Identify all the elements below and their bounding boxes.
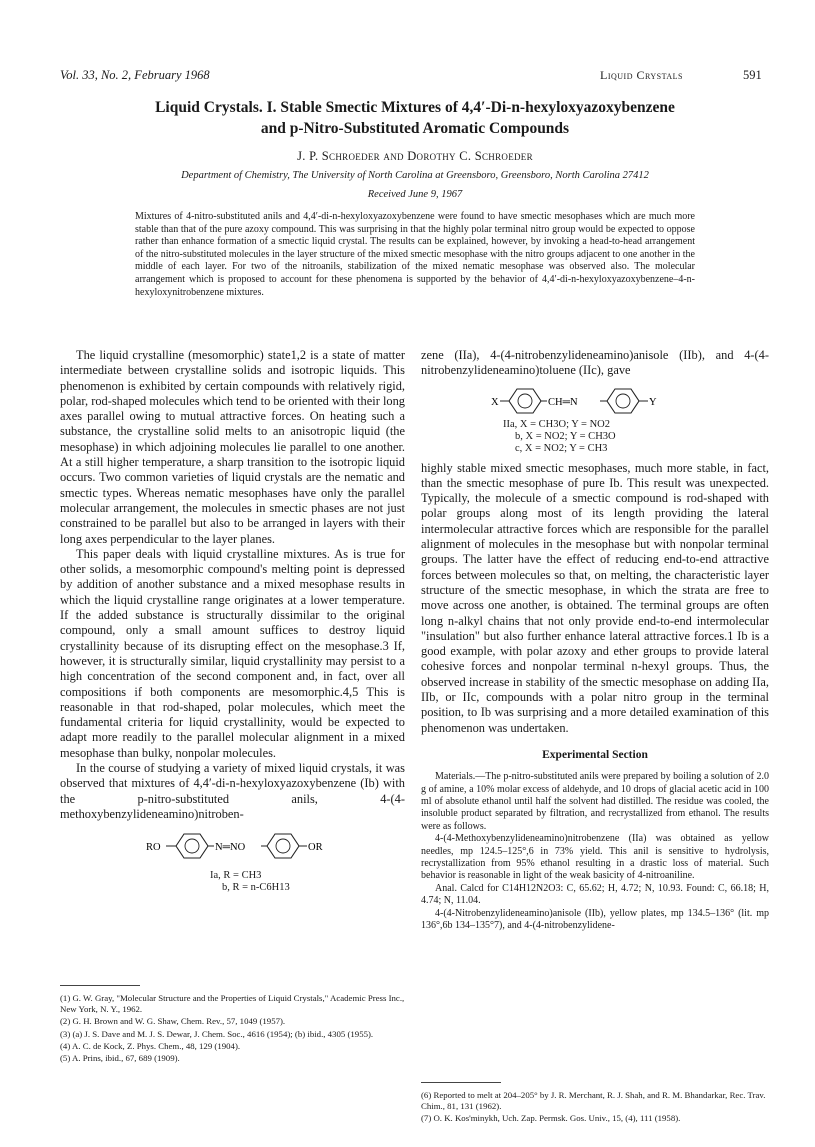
struct-I-label-b: b, R = n-C6H13: [222, 882, 290, 894]
authors: J. P. Schroeder and Dorothy C. Schroeder: [297, 149, 533, 163]
footnotes-right: [421, 1090, 769, 1126]
footnote: (2) G. H. Brown and W. G. Shaw, Chem. Rev., 57, 1049 (1957).: [60, 1016, 286, 1027]
paragraph-iia: 4-(4-Methoxybenzylideneamino)nitrobenzene (IIa) was obtained as yellow needles, mp 124.5–125°,6 in 73% yield. This anil is sensitive to hydrolysis, recrystallization from 95% ethanol resulting in a drastic loss of material. Such behavior is reasonable in light of the weak basicity of 4-nitroaniline.: [421, 833, 769, 882]
struct-II-label-b: b, X = NO2; Y = CH3O: [515, 430, 616, 442]
left-column: [60, 348, 405, 894]
struct-II-label-c: c, X = NO2; Y = CH3: [515, 442, 608, 454]
paragraph: highly stable mixed smectic mesophases, much more stable, in fact, than the smectic mesophase of pure Ib. This result was unexpected. Typically, the molecule of a smectic compound is rod-shaped with polar groups along most of its length providing the lateral intermolecular attractive forces which are responsible for the parallel alignment of molecules in the mesophase but with nonpolar terminal groups. The latter have the effect of reducing end-to-end attractive forces between molecules so that, on melting, the characteristic layer structure of the smectic mesophase, in which the strata are free to move across one another, is obtained. The terminal groups are often long n-alkyl chains that not only provide end-to-end intermolecular "insulation" but also further enhance lateral attractive forces.1 Ib is a good example, with polar azoxy and ether groups to provide lateral cohesive forces and nonpolar terminal n-hexyl groups. Thus, the observed increase in stability of the smectic mesophase on adding IIa, IIb, or IIc, compounds with a polar nitro group in the terminal position, to Ib was surprising and a more detailed examination of this phenomenon was undertaken.: [421, 460, 769, 735]
paragraph: The liquid crystalline (mesomorphic) state1,2 is a state of matter intermediate between crystalline solids and isotropic liquids. This phenomenon is exhibited by certain compounds with relatively rigid, polar, rod-shaped molecules which tend to be oriented with their long axes parallel owing to mutual attractive forces. On heating such a substance, the crystalline solid melts to an anisotropic liquid (the mesophase) in which adjoining molecules lie parallel to one another. At a still higher temperature, a sharp transition to the isotropic liquid occurs. Two common varieties of liquid crystals are the nematic and smectic types. Whereas nematic mesophases have only the parallel molecular arrangement, the molecules in smectic phases are not just constrained to be parallel but also to be arranged in layers with their long axes perpendicular to the layer planes.: [60, 348, 405, 546]
paragraph-materials: Materials.—The p-nitro-substituted anils were prepared by boiling a solution of 2.0 g of amine, a 10% molar excess of aldehyde, and 10 drops of glacial acetic acid in 100 ml of absolute ethanol until half the solvent had distilled. The residue was cooled, the insoluble product separated by filtration, and recrystallized from ethanol. The results were as follows.: [421, 771, 769, 832]
abstract: Mixtures of 4-nitro-substituted anils and 4,4′-di-n-hexyloxyazoxybenzene were found to have smectic mesophases which are much more stable than that of the pure azoxy compound. This was surprising in that the highly polar terminal nitro group would be expected to oppose rather than enhance formation of a smectic liquid crystal. The results can be explained, however, by invoking a head-to-head arrangement of the nitro-substituted molecules in the layer structure of the mixed smectic mesophase with the nitro groups adjacent to one another in the middle of each layer. For two of the nitroanils, stabilization of the mixed nematic mesophase was observed also. The molecular arrangement which is proposed to account for these phenomena is supported by the behavior of 4,4′-di-n-hexyloxyazoxybenzene–4-n-hexyloxynitrobenzene mixtures.: [135, 211, 695, 298]
benzene-ring: [267, 834, 299, 858]
title-line-1: Liquid Crystals. I. Stable Smectic Mixtures of 4,4′-Di-n-hexyloxyazoxybenzene: [155, 99, 675, 116]
paragraph: zene (IIa), 4-(4-nitrobenzylideneamino)anisole (IIb), and 4-(4-nitrobenzylideneamino)toluene (IIc), gave: [421, 348, 769, 378]
struct-label-imine: CH═N: [548, 396, 578, 408]
paper-title: [60, 97, 770, 139]
footnotes-left: [60, 993, 405, 1065]
footnote-rule: [421, 1082, 501, 1083]
anil-structure-svg: [421, 385, 769, 419]
footnote: (5) A. Prins, ibid., 67, 689 (1909).: [60, 1053, 180, 1064]
received-date: Received June 9, 1967: [367, 189, 463, 200]
footnote: (4) A. C. de Kock, Z. Phys. Chem., 48, 129 (1904).: [60, 1040, 241, 1051]
running-head-right: Liquid Crystals: [600, 68, 683, 82]
struct-label-OR: OR: [308, 842, 323, 854]
struct-label-azoxy: N═NO: [215, 842, 246, 854]
structure-diagram-I: [60, 830, 405, 894]
paragraph-anal: Anal. Calcd for C14H12N2O3: C, 65.62; H, 4.72; N, 10.93. Found: C, 66.18; H, 4.74; N, 11.04.: [421, 882, 769, 907]
running-head-left: Vol. 33, No. 2, February 1968: [60, 68, 210, 82]
footnote: (7) O. K. Kos'minykh, Uch. Zap. Permsk. Gos. Univ., 15, (4), 111 (1958).: [421, 1113, 681, 1124]
section-heading: Experimental Section: [542, 748, 648, 761]
footnote: (6) Reported to melt at 204–205° by J. R. Merchant, R. J. Shah, and R. M. Bhandarkar, Rec. Trav. Chim., 81, 131 (1962).: [421, 1090, 766, 1112]
right-column: [421, 348, 769, 933]
structure-diagram-II: [421, 385, 769, 455]
azoxy-structure-svg: [60, 830, 405, 870]
affiliation: Department of Chemistry, The University of North Carolina at Greensboro, Greensboro, North Carolina 27412: [181, 170, 649, 181]
footnote-rule: [60, 985, 140, 986]
benzene-ring: [509, 389, 541, 413]
footnote: (1) G. W. Gray, "Molecular Structure and the Properties of Liquid Crystals," Academic Press Inc., New York, N. Y., 1962.: [60, 993, 405, 1015]
struct-label-RO: RO: [146, 842, 161, 854]
struct-I-label-a: Ia, R = CH3: [210, 870, 262, 882]
struct-II-label-a: IIa, X = CH3O; Y = NO2: [503, 418, 611, 430]
benzene-ring: [607, 389, 639, 413]
footnote: (3) (a) J. S. Dave and M. J. S. Dewar, J. Chem. Soc., 4616 (1954); (b) ibid., 4305 (1955).: [60, 1028, 374, 1039]
page-number: 591: [743, 68, 762, 82]
struct-label-Y: Y: [649, 396, 657, 408]
benzene-ring: [176, 834, 208, 858]
struct-label-X: X: [491, 396, 499, 408]
paragraph: In the course of studying a variety of mixed liquid crystals, it was observed that mixtures of 4,4′-di-n-hexyloxyazoxybenzene (Ib) with the p-nitro-substituted anils, 4-(4-methoxybenzylideneamino)nitroben-: [60, 761, 405, 821]
title-line-2: and p-Nitro-Substituted Aromatic Compounds: [260, 120, 570, 137]
paragraph: This paper deals with liquid crystalline mixtures. As is true for other solids, a mesomorphic compound's melting point is depressed by addition of another substance and a mixed mesophase results in which the liquid crystalline range originates at a lower temperature. If the added substance is structurally dissimilar to the original compound, only a small amount suffices to destroy liquid crystallinity because of its disrupting effect on the mesophase.3 If, however, it is structurally similar, liquid crystallinity may persist to a high concentration of the second component and, in fact, over all compositions if both components are mesomorphic.4,5 This is reasonable in that rod-shaped, polar molecules, which meet the fundamental criteria for liquid crystallinity, would be expected to adapt more readily to the parallel molecular alignment in a mixed mesophase than bulky, nonpolar molecules.: [60, 546, 405, 760]
paragraph-iib: 4-(4-Nitrobenzylideneamino)anisole (IIb), yellow plates, mp 134.5–136° (lit. mp 136°,6b 134–135°7), and 4-(4-nitrobenzylidene-: [421, 907, 769, 932]
